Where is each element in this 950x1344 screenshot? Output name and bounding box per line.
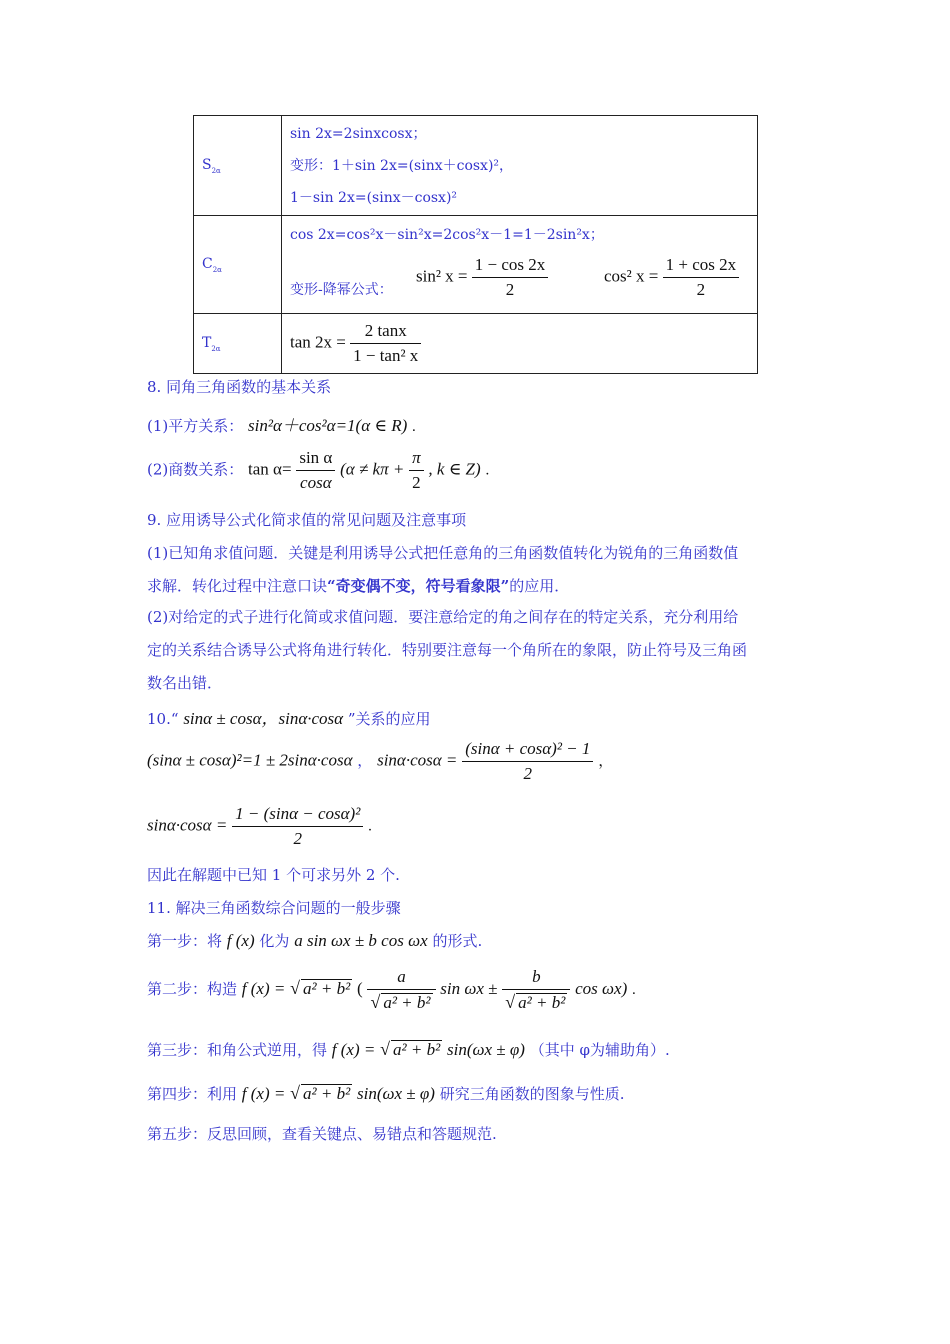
radical-icon: √ <box>505 992 516 1012</box>
sec8-l2-two: 2 <box>412 473 421 492</box>
sec8-l2-cond-a: (α ≠ kπ + <box>340 459 405 479</box>
sec10-title-math: sinα ± cosα，sinα·cosα <box>183 709 344 728</box>
sec11-s1-a: 第一步：将 <box>147 932 223 950</box>
radical-icon: √ <box>380 1039 391 1059</box>
sec11-s1-m2: a sin ωx ± b cos ωx <box>294 931 428 950</box>
sec10-title-a: 10.“ <box>147 710 179 728</box>
c2-f2-num: 1 + cos 2x <box>663 253 740 278</box>
sec11-s3-m: f (x) = <box>331 1040 376 1059</box>
table-row-c2 <box>194 216 758 314</box>
sec8-line2 <box>147 446 489 495</box>
t2-num: 2 tanx <box>350 319 421 344</box>
sec10-formula-row2 <box>147 802 372 851</box>
sec8-l1-suffix: . <box>412 419 416 435</box>
sec9-p1-line2 <box>147 575 569 596</box>
radical-icon: √ <box>290 1083 301 1103</box>
sec11-s4-b: 研究三角函数的图象与性质. <box>439 1085 625 1103</box>
sec11-s1-c: 的形式. <box>432 932 483 950</box>
c2-line2 <box>290 251 757 311</box>
sec10-f3-left: sinα·cosα = <box>147 815 228 835</box>
sec8-l2-prefix: (2)商数关系： <box>147 460 244 479</box>
sec11-step3 <box>147 1039 670 1060</box>
c2-f1-num: 1 − cos 2x <box>472 253 549 278</box>
sec8-l2-pi: π <box>409 446 424 471</box>
s2-line3: 1－sin 2x=(sinx－cosx)² <box>290 189 458 206</box>
table-row-t2 <box>194 314 758 374</box>
sec11-title: 11. 解决三角函数综合问题的一般步骤 <box>147 899 401 917</box>
sec11-s4-m2: sin(ωx ± φ) <box>356 1084 435 1103</box>
sec9-p1-line1: (1)已知角求值问题．关键是利用诱导公式把任意角的三角函数值转化为锐角的三角函数值 <box>147 544 739 562</box>
c2-f1-frac <box>472 253 549 302</box>
sec11-s2-rad: a² + b² <box>303 979 351 998</box>
sec11-s2-tail: cos ωx) <box>575 979 628 998</box>
sec8-line1 <box>147 411 416 436</box>
c2-f2-den: 2 <box>696 279 706 299</box>
sec11-s2-open: ( <box>356 979 363 998</box>
sec10-f2-den: 2 <box>523 764 533 783</box>
c2-reduce-label: 变形-降幂公式： <box>290 281 393 298</box>
t2-frac <box>350 319 421 368</box>
t2-content <box>282 314 758 374</box>
radical-icon: √ <box>370 992 381 1012</box>
sec10-title <box>147 704 431 729</box>
c2-formula-sin <box>416 253 548 302</box>
c2-f1-left: sin² x = <box>416 265 468 285</box>
sec11-s2-den1-rad: a² + b² <box>383 993 431 1012</box>
c2-content <box>282 216 758 314</box>
sec8-l2-frac <box>296 446 335 495</box>
sec11-s2-frac-b <box>502 965 570 1015</box>
sec10-f2-num: (sinα + cosα)² − 1 <box>462 737 593 762</box>
sec11-s3-a: 第三步：和角公式逆用，得 <box>147 1041 328 1059</box>
sec11-s1-b: 化为 <box>259 932 290 950</box>
sec11-s2-n2: b <box>502 965 570 990</box>
s2-line1: sin 2x=2sinxcosx； <box>290 125 427 142</box>
sec8-l1-math: sin²α＋cos²α=1(α ∈ R) <box>248 416 408 435</box>
sec11-s3-rad: a² + b² <box>393 1040 441 1059</box>
sec11-s2-n1: a <box>367 965 435 990</box>
sec9-p2-line1: (2)对给定的式子进行化简或求值问题．要注意给定的角之间存在的特定关系，充分利用给 <box>147 608 739 626</box>
sec11-s2-frac-a <box>367 965 435 1015</box>
sec10-f3-num: 1 − (sinα − cosα)² <box>232 802 363 827</box>
label-s2-main: S <box>202 156 212 173</box>
sec11-step5: 第五步：反思回顾，查看关键点、易错点和答题规范. <box>147 1125 497 1143</box>
sec10-f2-left: sinα·cosα = <box>377 750 458 770</box>
sec8-l2-suffix: . <box>485 462 490 479</box>
sec10-f1: (sinα ± cosα)²=1 ± 2sinα·cosα <box>147 750 353 770</box>
sec9-p1-c: 的应用． <box>509 577 570 595</box>
sec10-f3-frac <box>232 802 363 851</box>
sec11-s2-suffix: . <box>632 982 636 998</box>
sec8-l2-num: sin α <box>296 446 335 471</box>
t2-left: tan 2x = <box>290 332 346 352</box>
s2-content <box>282 116 758 216</box>
label-c2-main: C <box>202 255 213 272</box>
sec10-f3-suffix: . <box>368 818 372 835</box>
sec9-p1-b: 求解．转化过程中注意口诀 <box>147 577 328 595</box>
radical-icon: √ <box>290 978 301 998</box>
c2-f2-left: cos² x = <box>604 265 659 285</box>
sec11-s4-m: f (x) = <box>241 1084 286 1103</box>
sec11-step2 <box>147 965 636 1015</box>
s2-line2: 变形：1＋sin 2x=(sinx＋cosx)²， <box>290 157 514 174</box>
sec9-p2-line2: 定的关系结合诱导公式将角进行转化．特别要注意每一个角所在的象限，防止符号及三角函 <box>147 641 748 659</box>
label-s2-sub: 2α <box>211 166 221 175</box>
sec10-f2-suffix: ， <box>598 753 614 770</box>
sec10-f3-den: 2 <box>293 829 302 848</box>
sec8-l1-prefix: (1)平方关系： <box>147 417 244 435</box>
sec11-s2-den2 <box>502 990 570 1015</box>
sec9-title: 9. 应用诱导公式化简求值的常见问题及注意事项 <box>147 511 467 529</box>
c2-formula-cos <box>604 253 739 302</box>
label-t2-sub: 2α <box>211 344 221 353</box>
sec11-s2-a: 第二步：构造 <box>147 980 238 998</box>
sec9-mnemonic: “奇变偶不变，符号看象限” <box>327 577 510 595</box>
label-c2 <box>194 216 282 314</box>
sec10-formula-row1 <box>147 737 613 786</box>
sec11-s4-rad: a² + b² <box>303 1084 351 1103</box>
sec11-s3-b: （其中 φ为辅助角）. <box>529 1041 670 1059</box>
c2-f2-frac <box>663 253 740 302</box>
label-s2 <box>194 116 282 216</box>
sec10-f2-frac <box>462 737 593 786</box>
sec11-s2-den2-rad: a² + b² <box>518 993 566 1012</box>
sec8-l2-pi-frac <box>409 446 424 495</box>
formula-table <box>193 115 758 374</box>
sec8-l2-cond-b: , k ∈ Z) <box>428 459 481 479</box>
sec11-step1 <box>147 930 482 951</box>
table-row-s2 <box>194 116 758 216</box>
sec10-f1-sep: ， <box>357 751 373 770</box>
sec8-l2-den: cosα <box>300 473 332 492</box>
sec11-s4-a: 第四步：利用 <box>147 1085 238 1103</box>
sec11-s3-m2: sin(ωx ± φ) <box>446 1040 525 1059</box>
label-t2-main: T <box>202 334 212 351</box>
sec9-p2-line3: 数名出错． <box>147 674 223 692</box>
sec8-title: 8. 同角三角函数的基本关系 <box>147 378 332 396</box>
label-c2-sub: 2α <box>212 265 222 274</box>
sec10-title-b: ”关系的应用 <box>347 710 431 728</box>
sec10-note: 因此在解题中已知 1 个可求另外 2 个. <box>147 866 400 884</box>
sec11-s1-m1: f (x) <box>226 931 255 950</box>
c2-f1-den: 2 <box>505 279 515 299</box>
sec8-l2-left: tan α= <box>248 459 292 479</box>
sec11-s2-mid: sin ωx ± <box>440 979 498 998</box>
c2-line1: cos 2x=cos²x－sin²x=2cos²x－1=1－2sin²x； <box>290 226 604 243</box>
sec11-s2-m1: f (x) = <box>241 979 286 998</box>
sec11-step4 <box>147 1083 625 1104</box>
label-t2 <box>194 314 282 374</box>
t2-den: 1 − tan² x <box>353 346 419 365</box>
sec11-s2-den1 <box>367 990 435 1015</box>
